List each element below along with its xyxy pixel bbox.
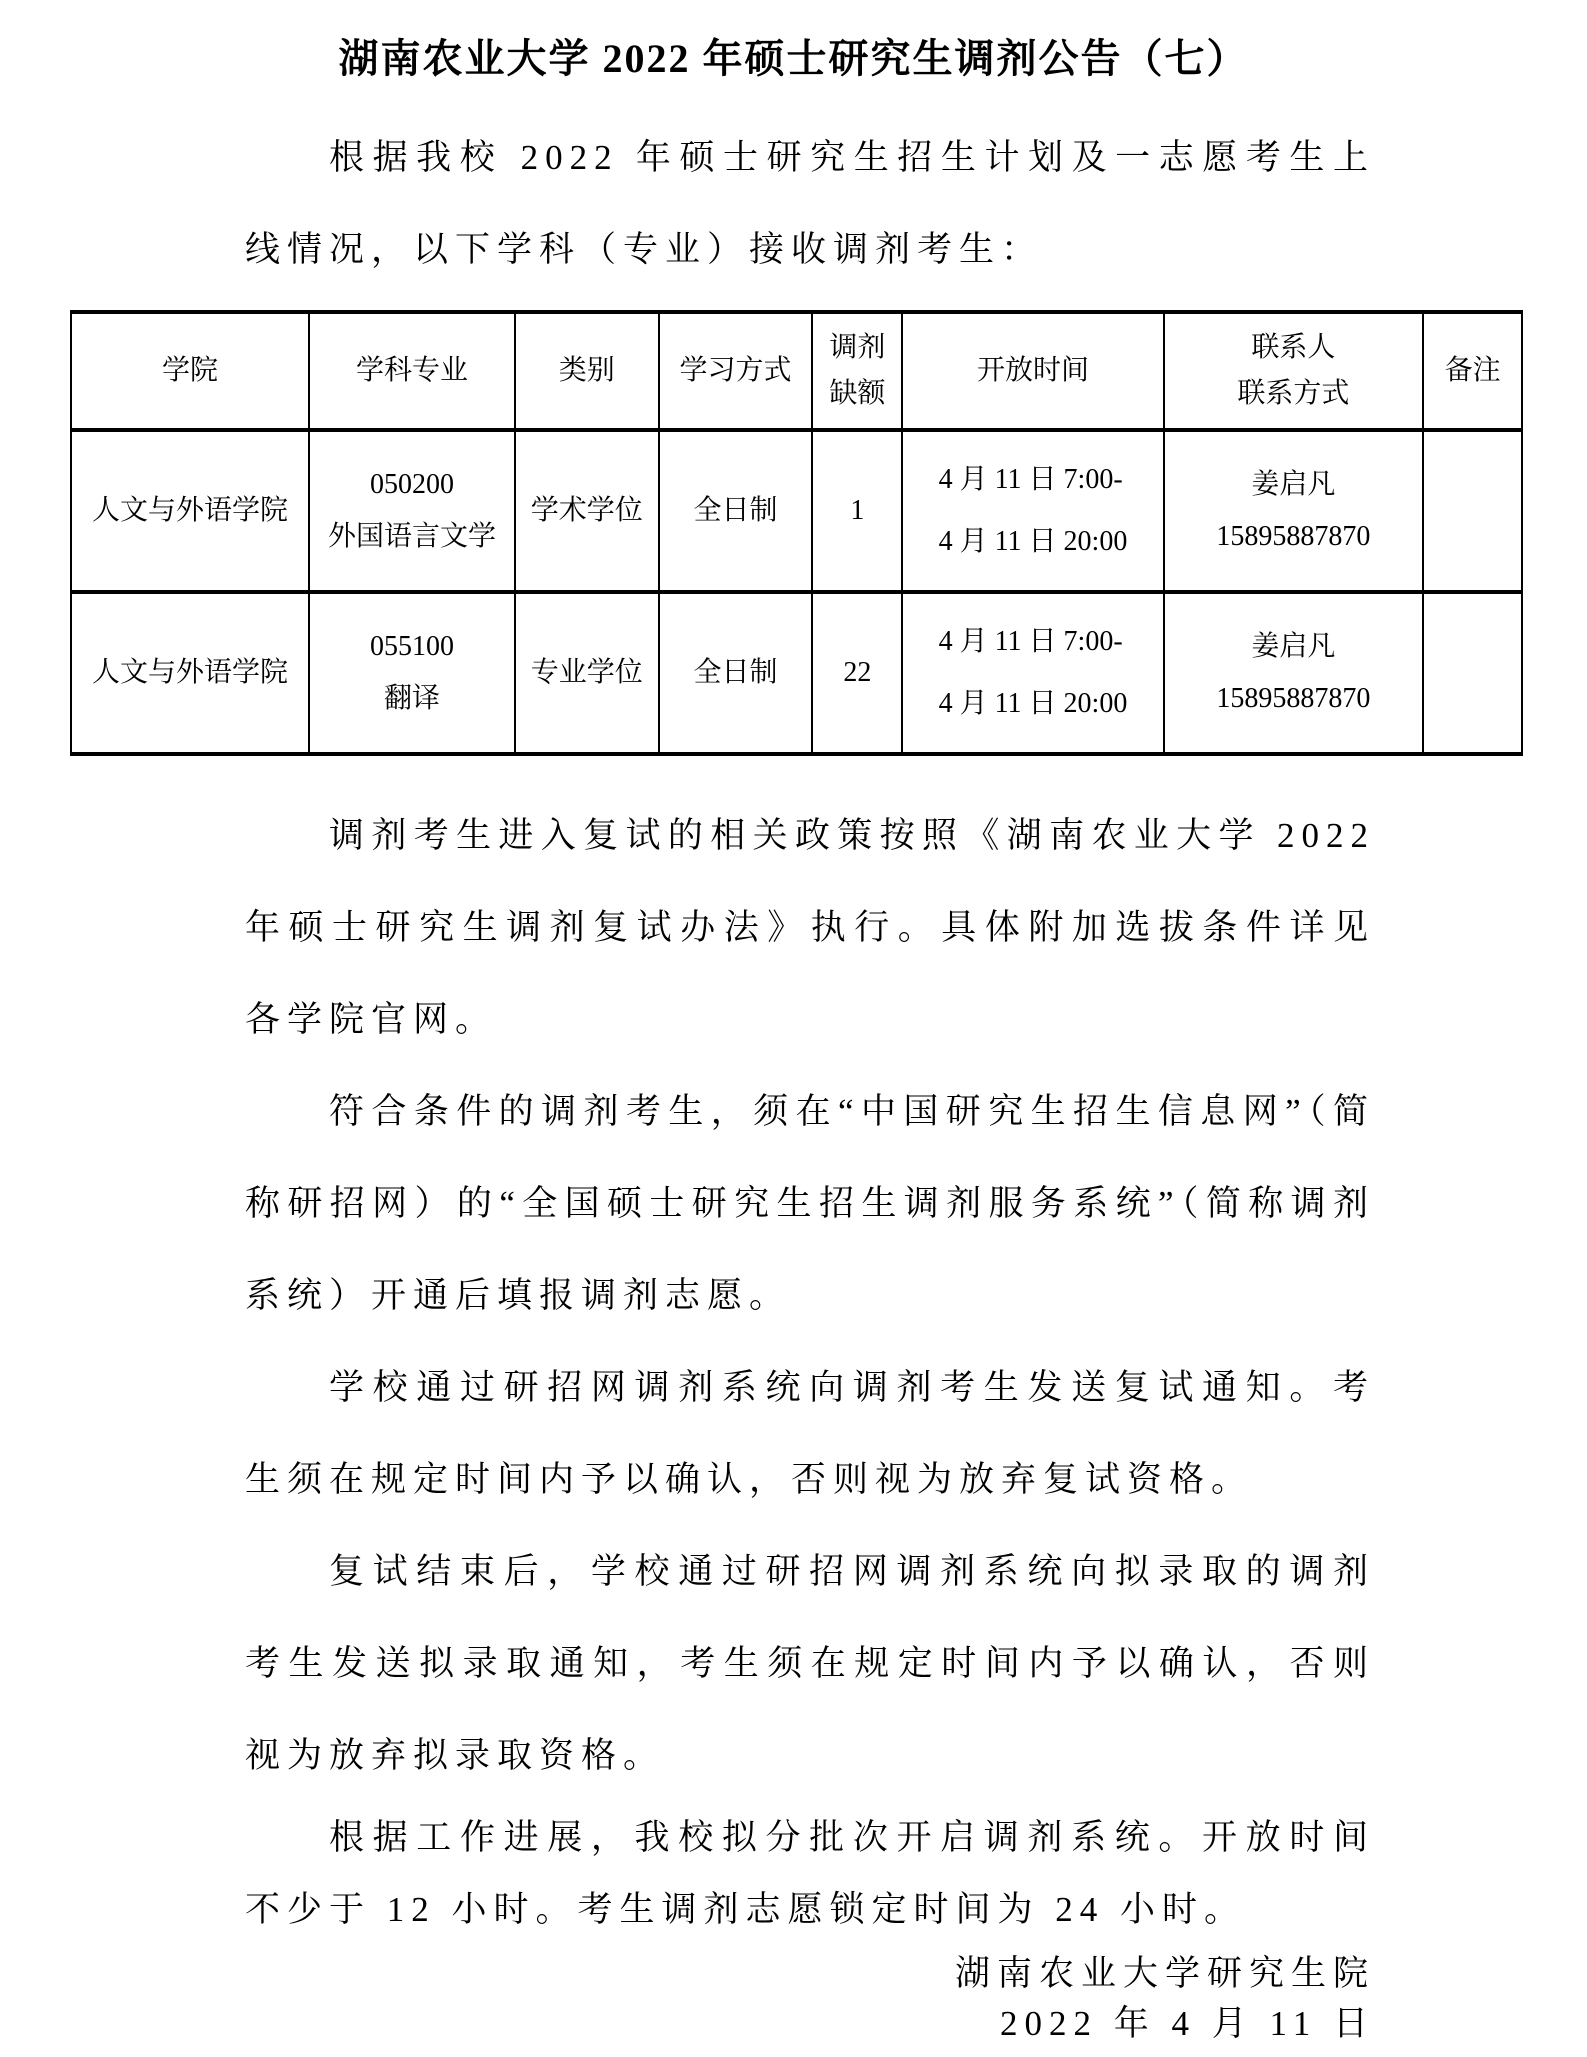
adjustment-table	[70, 310, 1523, 756]
cell-open-time	[902, 430, 1163, 592]
cell-quota: 1	[812, 430, 902, 592]
open-time-block	[939, 611, 1128, 735]
open-time-block	[939, 449, 1128, 573]
col-header-college: 学院	[71, 312, 309, 430]
col-header-quota	[812, 312, 902, 430]
body-paragraph-3: 学校通过研招网调剂系统向调剂考生发送复试通知。考生须在规定时间内予以确认，否则视为放弃复试资格。	[245, 1368, 1375, 1499]
quota-header-line-2: 缺额	[829, 378, 886, 409]
cell-category: 学术学位	[515, 430, 659, 592]
adjustment-table-wrap	[70, 310, 1523, 756]
table-row	[71, 430, 1522, 592]
cell-contact	[1164, 592, 1424, 754]
col-header-study-mode: 学习方式	[659, 312, 813, 430]
cell-category: 专业学位	[515, 592, 659, 754]
col-header-category: 类别	[515, 312, 659, 430]
col-header-major: 学科专业	[309, 312, 515, 430]
intro-paragraph: 根据我校 2022 年硕士研究生招生计划及一志愿考生上线情况，以下学科（专业）接收调剂考生：	[245, 138, 1375, 269]
body-paragraph-1: 调剂考生进入复试的相关政策按照《湖南农业大学 2022 年硕士研究生调剂复试办法》执行。具体附加选拔条件详见各学院官网。	[245, 816, 1375, 1039]
cell-study-mode: 全日制	[659, 430, 813, 592]
col-header-remark: 备注	[1423, 312, 1522, 430]
col-header-contact	[1164, 312, 1424, 430]
open-time-end-line: 4 月 11 日 20:00	[938, 688, 1128, 719]
contact-header-line-1: 联系人	[1251, 332, 1336, 363]
cell-college: 人文与外语学院	[71, 430, 309, 592]
cell-remark	[1423, 592, 1522, 754]
contact-phone-line: 15895887870	[1216, 683, 1371, 714]
cell-major	[309, 430, 515, 592]
quota-header-line-1: 调剂	[829, 332, 886, 363]
body-paragraphs	[245, 790, 1375, 1946]
table-row	[71, 592, 1522, 754]
open-time-start-line: 4 月 11 日 7:00-	[938, 464, 1123, 495]
contact-phone-line: 15895887870	[1216, 521, 1371, 552]
table-header-row	[71, 312, 1522, 430]
cell-quota: 22	[812, 592, 902, 754]
major-code-line: 055100	[369, 631, 454, 662]
major-code-line: 050200	[369, 469, 454, 500]
body-paragraph-4: 复试结束后，学校通过研招网调剂系统向拟录取的调剂考生发送拟录取通知，考生须在规定时间内予以确认，否则视为放弃拟录取资格。	[245, 1552, 1375, 1775]
cell-major	[309, 592, 515, 754]
contact-name-line: 姜启凡	[1251, 469, 1336, 500]
open-time-end-line: 4 月 11 日 20:00	[938, 526, 1128, 557]
major-name-line: 外国语言文学	[327, 521, 496, 552]
signature-org: 湖南农业大学研究生院	[954, 1954, 1375, 1993]
open-time-start-line: 4 月 11 日 7:00-	[938, 626, 1123, 657]
cell-remark	[1423, 430, 1522, 592]
signature-block	[245, 1946, 1375, 2046]
page-title: 湖南农业大学 2022 年硕士研究生调剂公告（七）	[338, 36, 1249, 81]
cell-open-time	[902, 592, 1163, 754]
cell-contact	[1164, 430, 1424, 592]
cell-study-mode: 全日制	[659, 592, 813, 754]
contact-header-line-2: 联系方式	[1237, 378, 1350, 409]
body-paragraph-2: 符合条件的调剂考生，须在“中国研究生招生信息网”（简称研招网）的“全国硕士研究生招生调剂服务系统”（简称调剂系统）开通后填报调剂志愿。	[245, 1092, 1375, 1315]
cell-college: 人文与外语学院	[71, 592, 309, 754]
contact-name-line: 姜启凡	[1251, 631, 1336, 662]
body-paragraph-5: 根据工作进展，我校拟分批次开启调剂系统。开放时间不少于 12 小时。考生调剂志愿锁定时间为 24 小时。	[245, 1818, 1375, 1929]
major-name-line: 翻译	[383, 683, 440, 714]
signature-date: 2022 年 4 月 11 日	[1000, 2004, 1375, 2043]
col-header-open-time: 开放时间	[902, 312, 1163, 430]
